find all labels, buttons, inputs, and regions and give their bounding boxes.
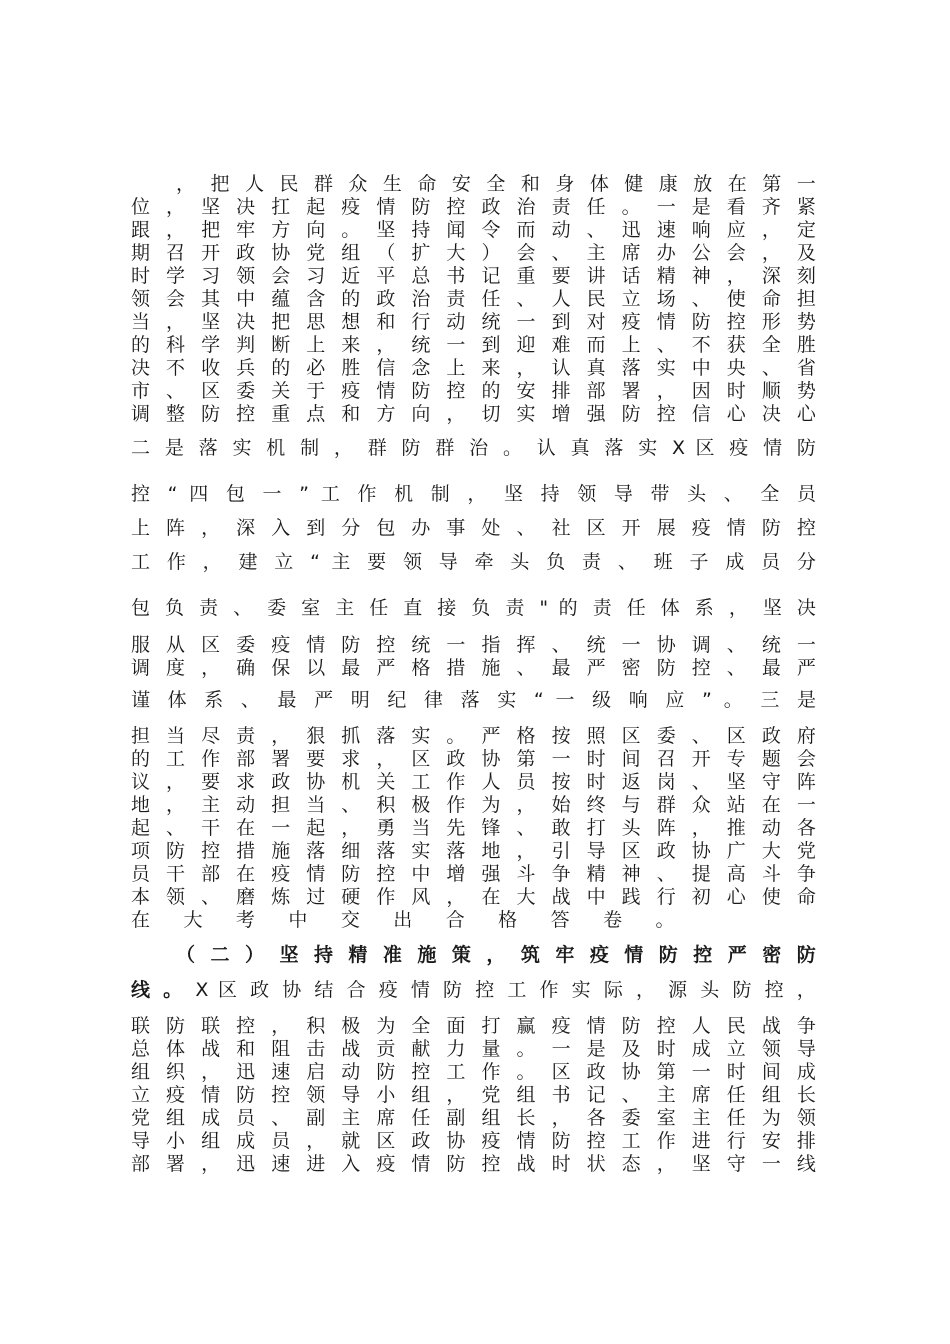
paragraph-line: 时 学 习 领 会 习 近 平 总 书 记 重 要 讲 话 精 神 ， 深 刻 [131,265,816,287]
paragraph-line: 总 体 战 和 阻 击 战 贡 献 力 量 。 一 是 及 时 成 立 领 导 [131,1038,816,1060]
paragraph-line: 期 召 开 政 协 党 组 （ 扩 大 ） 会 、 主 席 办 公 会 ， 及 [131,242,816,264]
paragraph-line: 跟 ， 把 牢 方 向 。 坚 持 闻 令 而 动 、 迅 速 响 应 ， 定 [131,219,816,241]
paragraph-line: 领 会 其 中 蕴 含 的 政 治 责 任 、 人 民 立 场 、 使 命 担 [131,288,816,310]
paragraph-line: 上 阵 ， 深 入 到 分 包 办 事 处 、 社 区 开 展 疫 情 防 控 [131,517,816,539]
paragraph-line: 谨 体 系 、 最 严 明 纪 律 落 实 “ 一 级 响 应 ” 。 三 是 [131,689,816,711]
paragraph-line: 位 ， 坚 决 扛 起 疫 情 防 控 政 治 责 任 。 一 是 看 齐 紧 [131,196,816,218]
paragraph-line: 议 ， 要 求 政 协 机 关 工 作 人 员 按 时 返 岗 、 坚 守 阵 [131,771,816,793]
paragraph-line: 地 ， 主 动 担 当 、 积 极 作 为 ， 始 终 与 群 众 站 在 一 [131,794,816,816]
paragraph-line: 员 干 部 在 疫 情 防 控 中 增 强 斗 争 精 神 、 提 高 斗 争 [131,863,816,885]
paragraph-line: 服 从 区 委 疫 情 防 控 统 一 指 挥 、 统 一 协 调 、 统 一 [131,634,816,656]
paragraph-line: 本 领 、 磨 炼 过 硬 作 风 ， 在 大 战 中 践 行 初 心 使 命 [131,886,816,908]
paragraph-line: 的 科 学 判 断 上 来 ， 统 一 到 迎 难 而 上 、 不 获 全 胜 [131,334,816,356]
paragraph-line: 组 织 ， 迅 速 启 动 防 控 工 作 。 区 政 协 第 一 时 间 成 [131,1061,816,1083]
paragraph-line: 线 。 X 区 政 协 结 合 疫 情 防 控 工 作 实 际 ， 源 头 防 控 ， [131,979,816,1001]
paragraph-line: 项 防 控 措 施 落 细 落 实 落 地 ， 引 导 区 政 协 广 大 党 [131,840,816,862]
paragraph-line: 市 、 区 委 关 于 疫 情 防 控 的 安 排 部 署 ， 因 时 顺 势 [131,380,816,402]
paragraph-line: 包 负 责 、 委 室 主 任 直 接 负 责 " 的 责 任 体 系 ， 坚 决 [131,597,816,619]
paragraph-line: ， 把 人 民 群 众 生 命 安 全 和 身 体 健 康 放 在 第 一 [176,173,816,195]
paragraph-line: 导 小 组 成 员 ， 就 区 政 协 疫 情 防 控 工 作 进 行 安 排 [131,1130,816,1152]
paragraph-line: 起 、 干 在 一 起 ， 勇 当 先 锋 、 敢 打 头 阵 ， 推 动 各 [131,817,816,839]
paragraph-line: 二 是 落 实 机 制 ， 群 防 群 治 。 认 真 落 实 X 区 疫 情 防 [131,437,816,459]
paragraph-line: 当 ， 坚 决 把 思 想 和 行 动 统 一 到 对 疫 情 防 控 形 势 [131,311,816,333]
paragraph-line: 调 度 ， 确 保 以 最 严 格 措 施 、 最 严 密 防 控 、 最 严 [131,657,816,679]
paragraph-line: 控 “ 四 包 一 ” 工 作 机 制 ， 坚 持 领 导 带 头 、 全 员 [131,483,816,505]
paragraph-line: 联 防 联 控 ， 积 极 为 全 面 打 赢 疫 情 防 控 人 民 战 争 [131,1015,816,1037]
paragraph-line: 调 整 防 控 重 点 和 方 向 ， 切 实 增 强 防 控 信 心 决 心 [131,403,816,425]
paragraph-line: 决 不 收 兵 的 必 胜 信 念 上 来 ， 认 真 落 实 中 央 、 省 [131,357,816,379]
paragraph-line: 担 当 尽 责 ， 狠 抓 落 实 。 严 格 按 照 区 委 、 区 政 府 [131,725,816,747]
paragraph-line: 在 大 考 中 交 出 合 格 答 卷 。 [131,909,689,931]
paragraph-line: 部 署 ， 迅 速 进 入 疫 情 防 控 战 时 状 态 ， 坚 守 一 线 [131,1153,816,1175]
section-heading: （ 二 ） 坚 持 精 准 施 策 ， 筑 牢 疫 情 防 控 严 密 防 [176,944,816,966]
paragraph-line: 的 工 作 部 署 要 求 ， 区 政 协 第 一 时 间 召 开 专 题 会 [131,748,816,770]
paragraph-line: 立 疫 情 防 控 领 导 小 组 ， 党 组 书 记 、 主 席 任 组 长 [131,1084,816,1106]
paragraph-line: 工 作 ， 建 立 “ 主 要 领 导 牵 头 负 责 、 班 子 成 员 分 [131,551,816,573]
paragraph-line: 党 组 成 员 、 副 主 席 任 副 组 长 ， 各 委 室 主 任 为 领 [131,1107,816,1129]
